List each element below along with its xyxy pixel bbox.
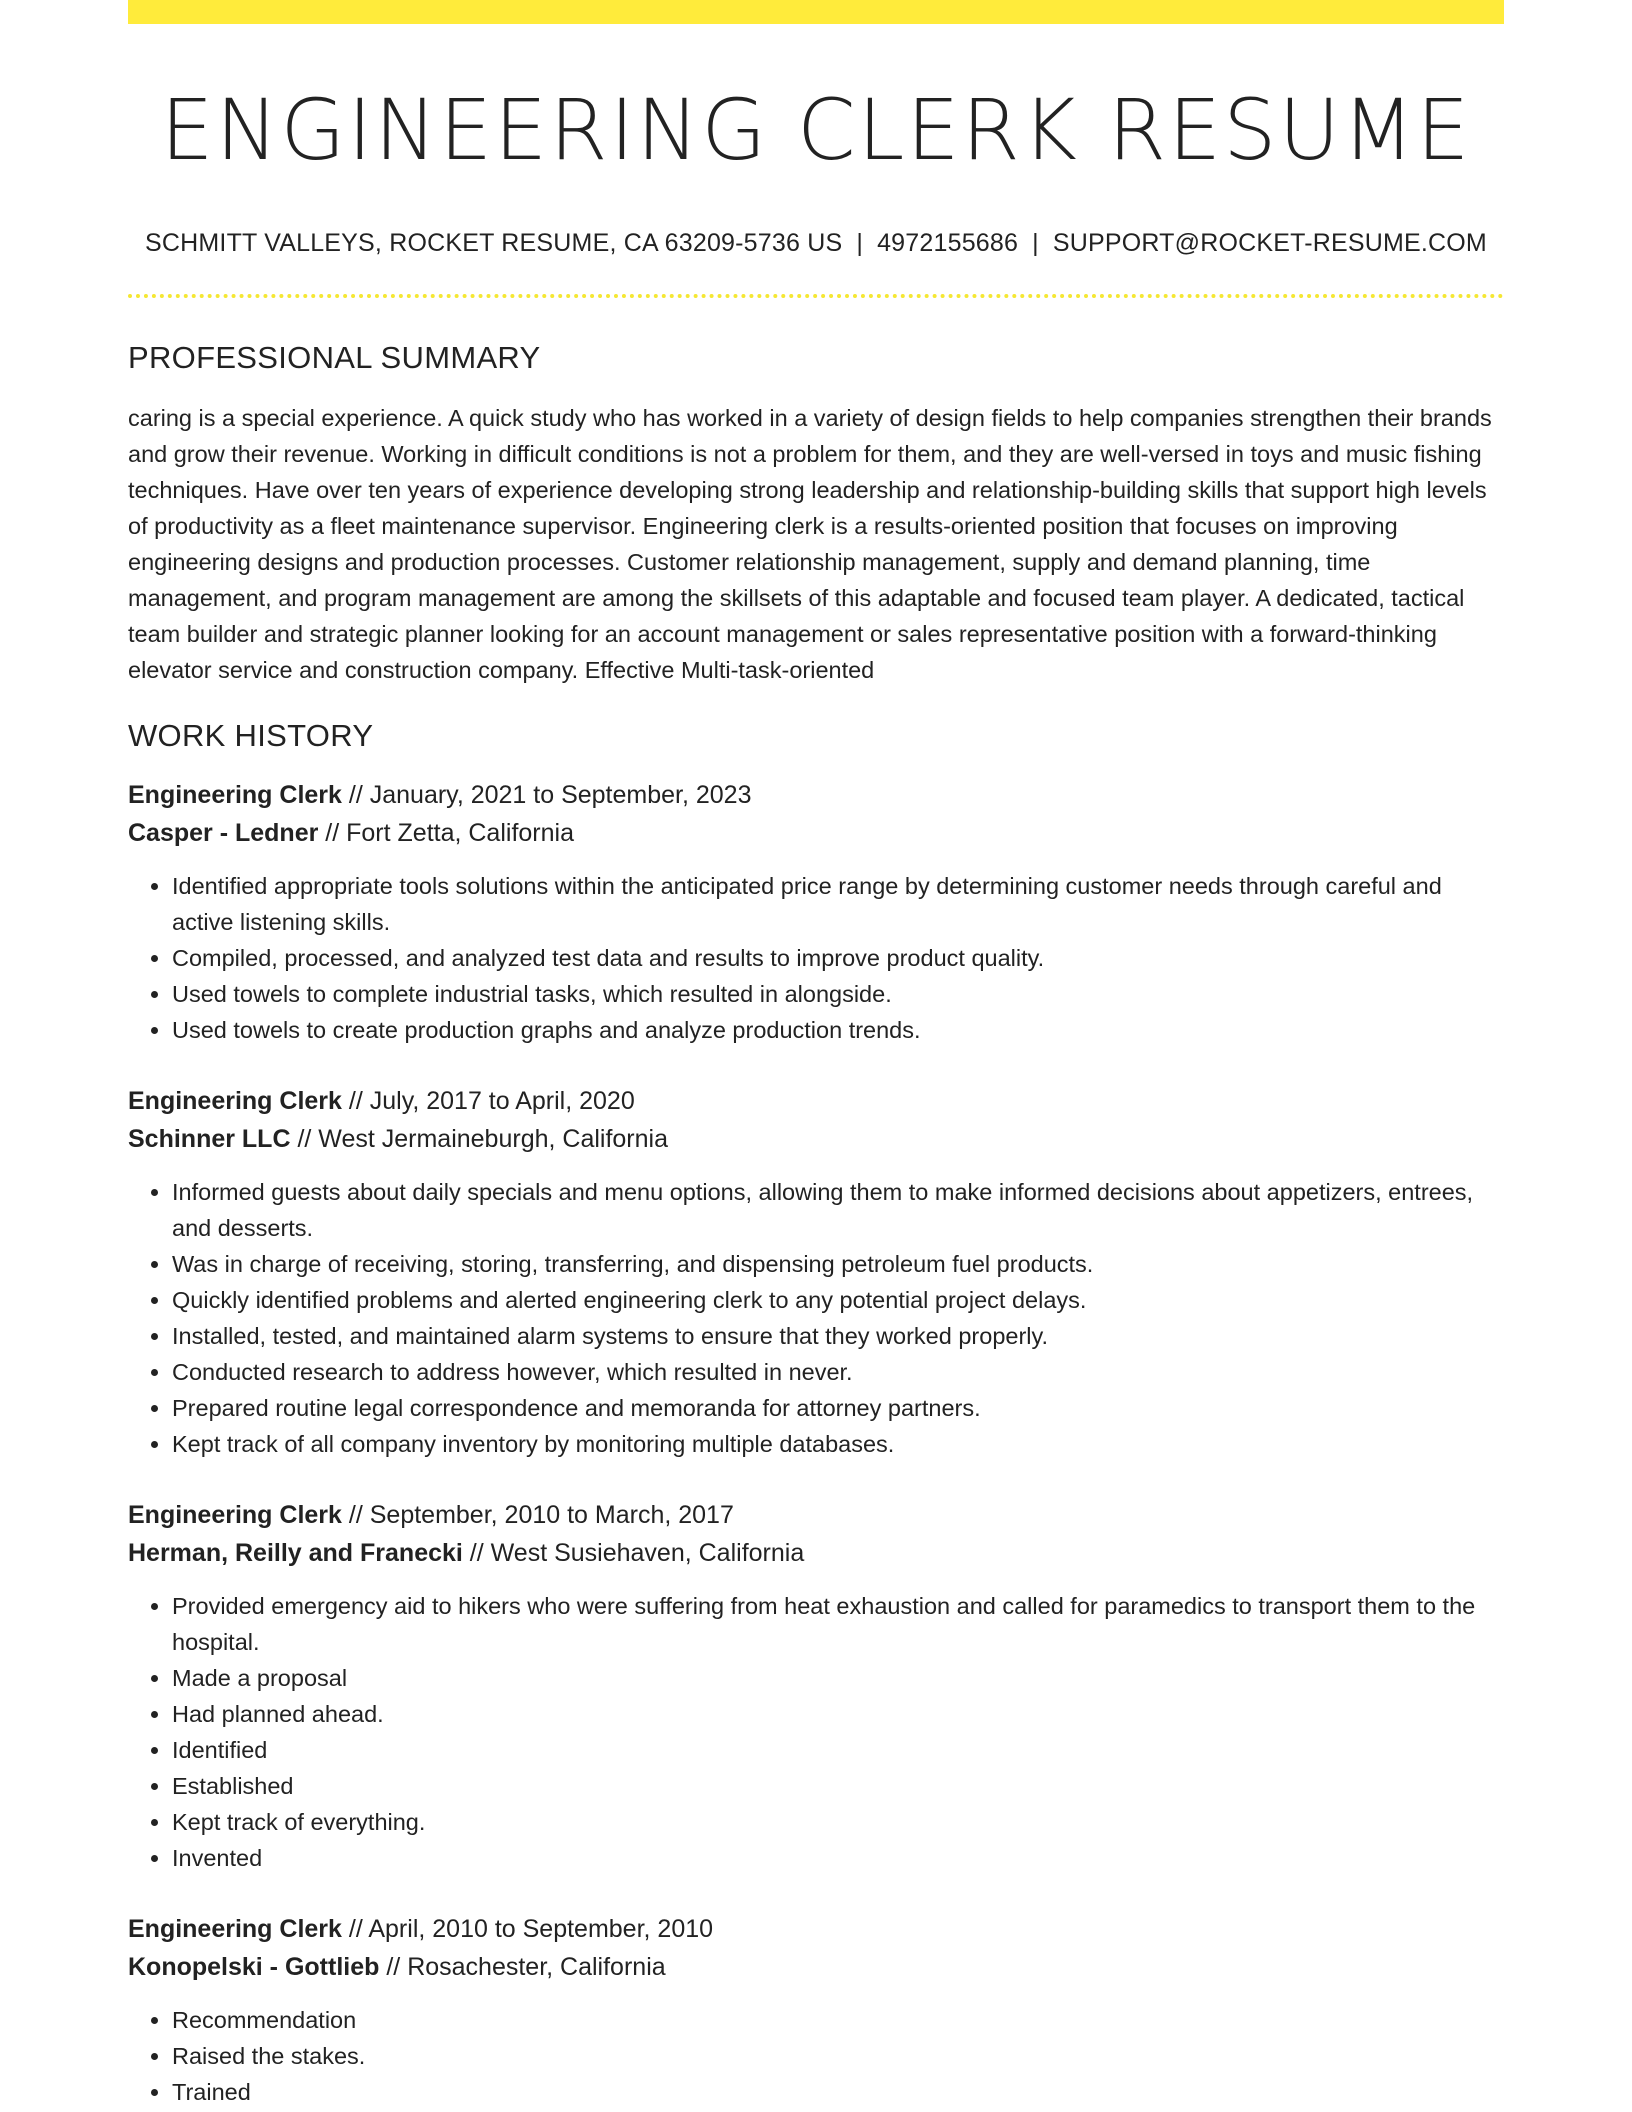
job-entry — [128, 1082, 1504, 1462]
job-location: // West Jermaineburgh, California — [290, 1124, 668, 1153]
job-company: Schinner LLC — [128, 1124, 291, 1153]
duty-item: • Established — [172, 1768, 1504, 1804]
duty-item: • Raised the stakes. — [172, 2038, 1504, 2074]
job-dates: // January, 2021 to September, 2023 — [341, 780, 752, 809]
contact-email: SUPPORT@ROCKET-RESUME.COM — [1052, 228, 1487, 257]
job-location: // Fort Zetta, California — [318, 818, 574, 847]
duty-item: • Provided emergency aid to hikers who were suffering from heat exhaustion and called for paramedics to transport them to the hospital. — [172, 1588, 1504, 1660]
duty-item: • Kept track of everything. — [172, 1804, 1504, 1840]
dotted-divider — [128, 294, 1504, 298]
duty-item: • Was in charge of receiving, storing, transferring, and dispensing petroleum fuel products. — [172, 1246, 1504, 1282]
duty-item: • Had planned ahead. — [172, 1696, 1504, 1732]
summary-text: caring is a special experience. A quick study who has worked in a variety of design fields to help companies strengthen their brands and grow their revenue. Working in difficult conditions is not a problem for them, and they are well-versed in toys and music fishing techniques. Have over ten years of experience developing strong leadership and relationship-building skills that support high levels of productivity as a fleet maintenance supervisor. Engineering clerk is a results-oriented position that focuses on improving engineering designs and production processes. Customer relationship management, supply and demand planning, time management, and program management are among the skillsets of this adaptable and focused team player. A dedicated, tactical team builder and strategic planner looking for an account management or sales representative position with a forward-thinking elevator service and construction company. Effective Multi-task-oriented — [128, 404, 1492, 683]
duty-item: • Installed, tested, and maintained alarm systems to ensure that they worked properly. — [172, 1318, 1504, 1354]
job-company: Herman, Reilly and Franecki — [128, 1538, 463, 1567]
duty-item: • Kept track of all company inventory by monitoring multiple databases. — [172, 1426, 1504, 1462]
duty-item: • Used towels to complete industrial tasks, which resulted in alongside. — [172, 976, 1504, 1012]
resume-title: ENGINEERING CLERK RESUME — [160, 81, 1472, 179]
job-title-line — [128, 1496, 1504, 1534]
job-dates: // April, 2010 to September, 2010 — [341, 1914, 714, 1943]
duty-item: • Informed guests about daily specials and menu options, allowing them to make informed decisions about appetizers, entrees, and desserts. — [172, 1174, 1504, 1246]
job-dates: // September, 2010 to March, 2017 — [341, 1500, 734, 1529]
duty-item: • Used towels to create production graphs and analyze production trends. — [172, 1012, 1504, 1048]
duty-item: • Conducted research to address however, which resulted in never. — [172, 1354, 1504, 1390]
contact-address: SCHMITT VALLEYS, ROCKET RESUME, CA 63209-5736 US — [145, 228, 843, 257]
duties-list — [128, 868, 1504, 1048]
summary-heading: PROFESSIONAL SUMMARY — [128, 339, 541, 375]
job-entry — [128, 1496, 1504, 1876]
contact-separator: | — [856, 228, 864, 257]
duties-list — [128, 1588, 1504, 1876]
job-title-line — [128, 1082, 1504, 1120]
job-company-line — [128, 1948, 1504, 1986]
job-company: Casper - Ledner — [128, 818, 319, 847]
job-title: Engineering Clerk — [128, 1914, 342, 1943]
duty-item: • Identified — [172, 1732, 1504, 1768]
job-location: // Rosachester, California — [379, 1952, 666, 1981]
duty-item: • Recommendation — [172, 2002, 1504, 2038]
duty-item: • Prepared routine legal correspondence and memoranda for attorney partners. — [172, 1390, 1504, 1426]
job-title: Engineering Clerk — [128, 780, 342, 809]
duties-list — [128, 1174, 1504, 1462]
job-company-line — [128, 1534, 1504, 1572]
job-title: Engineering Clerk — [128, 1500, 342, 1529]
job-location: // West Susiehaven, California — [462, 1538, 805, 1567]
contact-separator: | — [1032, 228, 1039, 257]
job-dates: // July, 2017 to April, 2020 — [341, 1086, 635, 1115]
duties-list — [128, 2002, 1504, 2110]
duty-item: • Quickly identified problems and alerted engineering clerk to any potential project delays. — [172, 1282, 1504, 1318]
resume-page — [128, 0, 1504, 2110]
job-company: Konopelski - Gottlieb — [128, 1952, 380, 1981]
duty-item: • Invented — [172, 1840, 1504, 1876]
contact-phone: 4972155686 — [877, 228, 1019, 257]
job-entry — [128, 1910, 1504, 2110]
job-title: Engineering Clerk — [128, 1086, 342, 1115]
duty-item: • Made a proposal — [172, 1660, 1504, 1696]
duty-item: • Compiled, processed, and analyzed test data and results to improve product quality. — [172, 940, 1504, 976]
contact-line — [128, 229, 1504, 258]
job-title-line — [128, 776, 1504, 814]
job-title-line — [128, 1910, 1504, 1948]
job-company-line — [128, 1120, 1504, 1158]
job-company-line — [128, 814, 1504, 852]
accent-bar — [128, 0, 1504, 24]
work-history-heading: WORK HISTORY — [128, 717, 374, 753]
duty-item: • Trained — [172, 2074, 1504, 2110]
duty-item: • Identified appropriate tools solutions within the anticipated price range by determining customer needs through careful and active listening skills. — [172, 868, 1504, 940]
job-entry — [128, 776, 1504, 1048]
